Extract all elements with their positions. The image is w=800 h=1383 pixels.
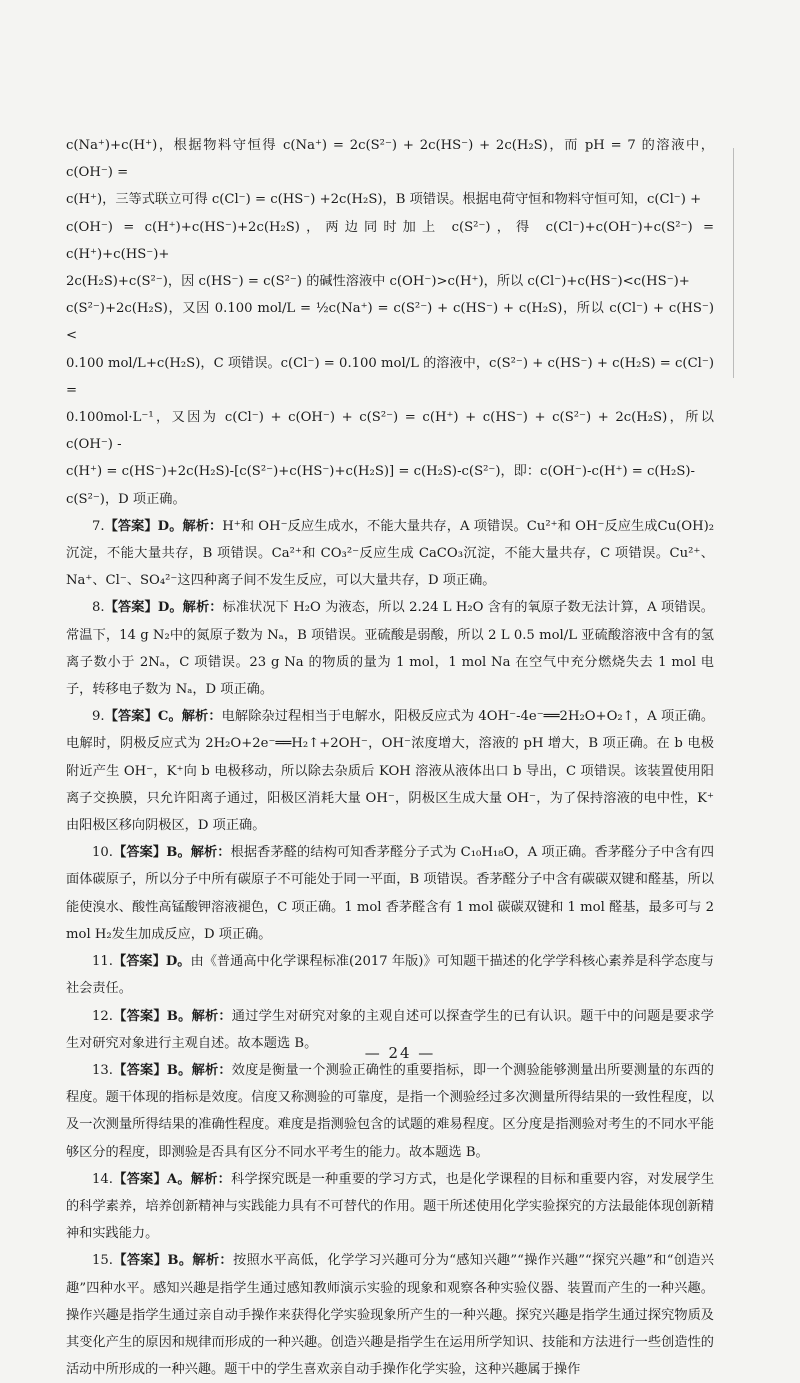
analysis-label: 解析：	[190, 845, 231, 861]
answer-label: 【答案】B。	[112, 1253, 193, 1269]
item-number: 7.	[92, 518, 105, 534]
item-number: 14.	[92, 1171, 113, 1187]
intro-line: c(S²⁻)+2c(H₂S)，又因 0.100 mol/L = ½c(Na⁺) = c(S²⁻) + c(HS⁻) + c(H₂S)，所以 c(Cl⁻) + c(HS⁻) <	[66, 301, 714, 344]
answer-label: 【答案】B。	[112, 1008, 192, 1024]
answer-text: 按照水平高低，化学学习兴趣可分为“感知兴趣”“操作兴趣”“探究兴趣”和“创造兴趣”四种水平。感知兴趣是指学生通过感知教师演示实验的现象和观察各种实验仪器、装置而产生的一种兴趣。操作兴趣是指学生通过亲自动手操作来获得化学实验现象所产生的一种兴趣。探究兴趣是指学生通过探究物质及其变化产生的原因和规律而形成的一种兴趣。创造兴趣是指学生在运用所学知识、技能和方法进行一些创造性的活动中所形成的一种兴趣。题干中的学生喜欢亲自动手操作化学实验，这种兴趣属于操作	[66, 1253, 714, 1378]
intro-line: c(H⁺) = c(HS⁻)+2c(H₂S)-[c(S²⁻)+c(HS⁻)+c(H₂S)] = c(H₂S)-c(S²⁻)，即：c(OH⁻)-c(H⁺) = c(H₂S)-	[66, 464, 695, 480]
item-number: 11.	[92, 954, 113, 970]
answer-item-15	[66, 1247, 714, 1383]
analysis-label: 解析：	[181, 709, 222, 725]
answer-label: 【答案】D。	[112, 954, 191, 970]
analysis-label: 解析：	[192, 1253, 233, 1269]
item-number: 12.	[92, 1008, 113, 1024]
answer-label: 【答案】C。	[104, 709, 182, 725]
answer-text: 电解除杂过程相当于电解水，阳极反应式为 4OH⁻-4e⁻══2H₂O+O₂↑，A 项正确。电解时，阴极反应式为 2H₂O+2e⁻══H₂↑+2OH⁻，OH⁻浓度增大，溶液的 pH 增大，B 项正确。在 b 电极附近产生 OH⁻，K⁺向 b 电极移动，所以除去杂质后 KOH 溶液从液体出口 b 导出，C 项错误。该装置使用阳离子交换膜，只允许阳离子通过，阳极区消耗大量 OH⁻，阴极区生成大量 OH⁻，为了保持溶液的电中性，K⁺由阳极区移向阴极区，D 项正确。	[66, 709, 715, 834]
answer-text: 根据香茅醛的结构可知香茅醛分子式为 C₁₀H₁₈O，A 项正确。香茅醛分子中含有四面体碳原子，所以分子中所有碳原子不可能处于同一平面，B 项错误。香茅醛分子中含有碳碳双键和醛基，所以能使溴水、酸性高锰酸钾溶液褪色，C 项正确。1 mol 香茅醛含有 1 mol 碳碳双键和 1 mol 醛基，最多可与 2 mol H₂发生加成反应，D 项正确。	[66, 845, 715, 942]
item-number: 15.	[92, 1253, 113, 1269]
answer-text: 标准状况下 H₂O 为液态，所以 2.24 L H₂O 含有的氧原子数无法计算，A 项错误。常温下，14 g N₂中的氮原子数为 Nₐ，B 项错误。亚硫酸是弱酸，所以 2 L 0.5 mol/L 亚硫酸溶液中含有的氢离子数小于 2Nₐ，C 项错误。23 g Na 的物质的量为 1 mol，1 mol Na 在空气中充分燃烧失去 1 mol 电子，转移电子数为 Nₐ，D 项正确。	[66, 600, 714, 698]
answer-item-14	[66, 1166, 714, 1248]
item-number: 8.	[92, 600, 105, 616]
answer-item-10	[66, 839, 714, 948]
answer-item-9	[66, 703, 714, 839]
intro-line: c(OH⁻) = c(H⁺)+c(HS⁻)+2c(H₂S)，两边同时加上 c(S²⁻)，得 c(Cl⁻)+c(OH⁻)+c(S²⁻) = c(H⁺)+c(HS⁻)+	[66, 219, 714, 262]
analysis-label: 解析：	[182, 518, 223, 534]
answer-text: 通过学生对研究对象的主观自述可以探查学生的已有认识。题干中的问题是要求学生对研究对象进行主观自述。故本题选 B。	[66, 1008, 714, 1051]
item-number: 10.	[92, 845, 113, 861]
intro-line: c(Na⁺)+c(H⁺)，根据物料守恒得 c(Na⁺) = 2c(S²⁻) + 2c(HS⁻) + 2c(H₂S)，而 pH = 7 的溶液中，c(OH⁻) =	[66, 138, 714, 181]
answer-label: 【答案】B。	[112, 1062, 192, 1078]
answer-item-13	[66, 1057, 714, 1166]
answer-text: 由《普通高中化学课程标准(2017 年版)》可知题干描述的化学学科核心素养是科学态度与社会责任。	[66, 954, 714, 997]
analysis-label: 解析：	[191, 1008, 232, 1024]
answer-label: 【答案】B。	[112, 845, 191, 861]
intro-line: c(H⁺)，三等式联立可得 c(Cl⁻) = c(HS⁻) +2c(H₂S)，B 项错误。根据电荷守恒和物料守恒可知，c(Cl⁻) +	[66, 192, 702, 208]
analysis-label: 解析：	[191, 1062, 232, 1078]
item-number: 9.	[92, 709, 105, 725]
analysis-label: 解析：	[182, 600, 223, 616]
intro-line: 0.100 mol/L+c(H₂S)，C 项错误。c(Cl⁻) = 0.100 mol/L 的溶液中，c(S²⁻) + c(HS⁻) + c(H₂S) = c(Cl⁻) =	[66, 355, 714, 398]
answer-item-7	[66, 513, 714, 595]
intro-line: 0.100mol·L⁻¹，又因为 c(Cl⁻) + c(OH⁻) + c(S²⁻) = c(H⁺) + c(HS⁻) + c(S²⁻) + 2c(H₂S)，所以 c(OH⁻) -	[66, 410, 714, 453]
item-number: 13.	[92, 1062, 113, 1078]
answer-label: 【答案】A。	[112, 1171, 191, 1187]
page-body	[66, 132, 714, 1383]
intro-line: 2c(H₂S)+c(S²⁻)，因 c(HS⁻) = c(S²⁻) 的碱性溶液中 c(OH⁻)>c(H⁺)，所以 c(Cl⁻)+c(HS⁻)<c(HS⁻)+	[66, 274, 690, 290]
answer-label: 【答案】D。	[104, 600, 183, 616]
scan-edge-line	[733, 148, 734, 378]
answer-text: 科学探究既是一种重要的学习方式，也是化学课程的目标和重要内容，对发展学生的科学素养，培养创新精神与实践能力具有不可替代的作用。题干所述使用化学实验探究的方法最能体现创新精神和实践能力。	[66, 1171, 715, 1242]
page-number: — 24 —	[364, 1044, 436, 1062]
answer-text: 效度是衡量一个测验正确性的重要指标，即一个测验能够测量出所要测量的东西的程度。题干体现的指标是效度。信度又称测验的可靠度，是指一个测验经过多次测量所得结果的一致性程度，以及一次测量所得结果的准确性程度。难度是指测验包含的试题的难易程度。区分度是指测验对考生的不同水平能够区分的程度，即测验是否具有区分不同水平考生的能力。故本题选 B。	[66, 1062, 714, 1160]
answer-item-11	[66, 948, 714, 1002]
answer-label: 【答案】D。	[104, 518, 183, 534]
answer-text: H⁺和 OH⁻反应生成水，不能大量共存，A 项错误。Cu²⁺和 OH⁻反应生成Cu(OH)₂沉淀，不能大量共存，B 项错误。Ca²⁺和 CO₃²⁻反应生成 CaCO₃沉淀，不能大量共存，C 项错误。Cu²⁺、Na⁺、Cl⁻、SO₄²⁻这四种离子间不发生反应，可以大量共存，D 项正确。	[66, 518, 715, 589]
analysis-label: 解析：	[190, 1171, 232, 1187]
answer-item-8	[66, 594, 714, 703]
intro-line: c(S²⁻)，D 项正确。	[66, 491, 186, 507]
